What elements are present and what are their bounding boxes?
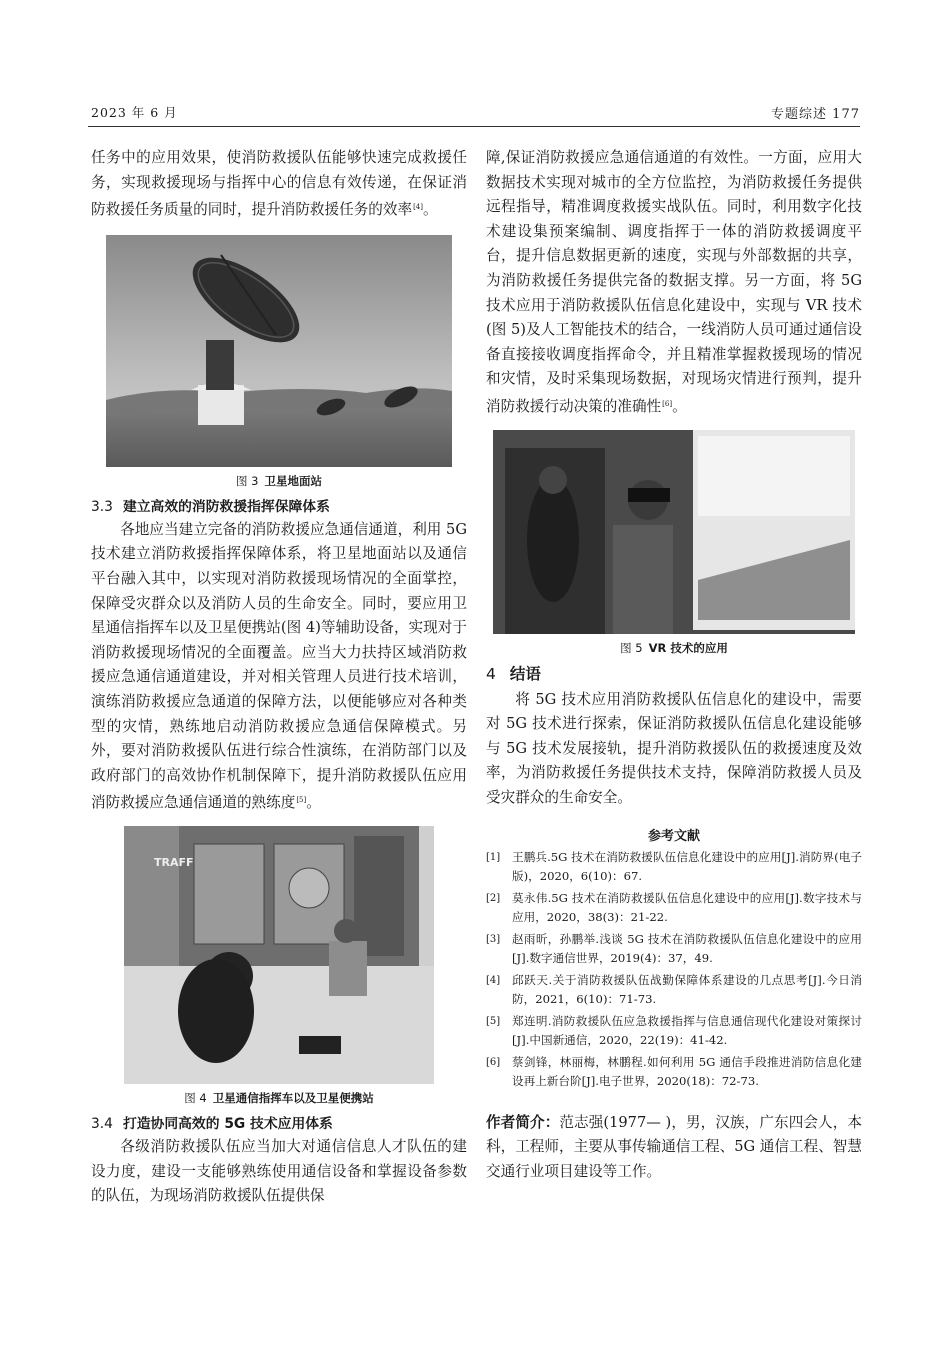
- reference-list: [486, 848, 862, 1091]
- page-number: 177: [832, 107, 860, 122]
- reference-item: [1] 王鹏兵.5G 技术在消防救援队伍信息化建设中的应用[J].消防界(电子版)，2020，6(10)：67.: [486, 849, 862, 883]
- figure-5-caption: 图 5 VR 技术的应用: [620, 640, 728, 655]
- satellite-vehicle-image: [124, 826, 434, 1084]
- author-bio: 作者简介：范志强(1977— )，男，汉族，广东四会人，本科，工程师，主要从事传输通信工程、5G 通信工程、智慧交通行业项目建设等工作。: [486, 1113, 862, 1180]
- reference-item: [2] 莫永伟.5G 技术在消防救援队伍信息化建设中的应用[J].数字技术与应用，2020，38(3)：21-22.: [486, 890, 862, 924]
- citation: [4]: [413, 203, 423, 212]
- truck-label: TRAFF: [154, 855, 194, 869]
- vr-application-image: [493, 430, 855, 634]
- figure-4-caption: 图 4 卫星通信指挥车以及卫星便携站: [184, 1090, 374, 1105]
- reference-item: [5] 郑连明.消防救援队伍应急救援指挥与信息通信现代化建设对策探讨[J].中国新通信，2020，22(19)：41-42.: [486, 1013, 862, 1047]
- paragraph-3-3: 各地应当建立完备的消防救援应急通信通道，利用 5G 技术建立消防救援指挥保障体系，将卫星地面站以及通信平台融入其中，以实现对消防救援现场情况的全面掌控，保障受灾群众以及消防人员的生命安全。同时，要应用卫星通信指挥车以及卫星便携站(图 4)等辅助设备，实现对于消防救援现场情况的全面覆盖。应当大力扶持区域消防救援应急通信通道建设，并对相关管理人员进行技术培训，演练消防救援应急通道的保障方法，以便能够应对各种类型的灾情，熟练地启动消防救援应急通信保障模式。另外，要对消防救援队伍进行综合性演练，在消防部门以及政府部门的高效协作机制保障下，提升消防救援队伍应用消防救援应急通信通道的熟练度[5]。: [91, 520, 467, 812]
- header-section: [771, 103, 860, 122]
- figure-3-caption: 图 3 卫星地面站: [236, 473, 322, 488]
- left-column: [91, 146, 467, 1209]
- paragraph-3-4: 各级消防救援队伍应当加大对通信信息人才队伍的建设力度，建设一支能够熟练使用通信设备和掌握设备参数的队伍，为现场消防救援队伍提供保: [91, 1137, 467, 1205]
- reference-item: [4] 邱跃天.关于消防救援队伍战勤保障体系建设的几点思考[J].今日消防，2021，6(10)：71-73.: [486, 972, 862, 1006]
- header-rule: [88, 126, 860, 127]
- references-title: 参考文献: [647, 828, 700, 844]
- satellite-ground-station-image: [106, 235, 452, 467]
- figure-vr-application: [493, 430, 855, 634]
- right-column: [486, 146, 862, 1199]
- figure-satellite-vehicle: [124, 826, 434, 1084]
- paragraph-intro: 任务中的应用效果，使消防救援队伍能够快速完成救援任务，实现救援现场与指挥中心的信息有效传递，在保证消防救援任务质量的同时，提升消防救援任务的效率[4]。: [91, 149, 467, 219]
- paragraph-continued: 障,保证消防救援应急通信通道的有效性。一方面，应用大数据技术实现对城市的全方位监控，为消防救援任务提供远程指导，精准调度救援实战队伍。同时，利用数字化技术建设集预案编制、调度指挥于一体的消防救援调度平台，提升信息数据更新的速度，实现与外部数据的共享，为消防救援任务提供完备的数据支撑。另一方面，将 5G 技术应用于消防救援队伍信息化建设中，实现与 VR 技术(图 5)及人工智能技术的结合，一线消防人员可通过通信设备直接接收调度指挥命令，并且精准掌握救援现场的情况和灾情，及时采集现场数据，对现场灾情进行预判，提升消防救援行动决策的准确性[6]。: [486, 149, 862, 415]
- section-3-3-heading: 3.3 建立高效的消防救援指挥保障体系: [91, 498, 330, 515]
- section-4-heading: 4 结语: [486, 664, 541, 683]
- header-date: 2023 年 6 月: [91, 105, 178, 120]
- citation: [6]: [662, 399, 673, 408]
- section-3-4-heading: 3.4 打造协同高效的 5G 技术应用体系: [91, 1115, 333, 1132]
- reference-item: [3] 赵雨昕，孙鹏举.浅谈 5G 技术在消防救援队伍信息化建设中的应用[J].数字通信世界，2019(4)：37，49.: [486, 931, 862, 965]
- paragraph-conclusion: 将 5G 技术应用消防救援队伍信息化的建设中，需要对 5G 技术进行探索，保证消防救援队伍信息化建设能够与 5G 技术发展接轨，提升消防救援队伍的救援速度及效率，为消防救援任务提供技术支持，保障消防救援人员及受灾群众的生命安全。: [486, 690, 862, 806]
- reference-item: [6] 蔡剑锋，林丽梅，林鹏程.如何利用 5G 通信手段推进消防信息化建设再上新台阶[J].电子世界，2020(18)：72-73.: [486, 1054, 862, 1088]
- citation: [5]: [296, 796, 307, 805]
- figure-satellite-ground-station: [106, 235, 452, 467]
- header-section-name: 专题综述: [771, 107, 828, 122]
